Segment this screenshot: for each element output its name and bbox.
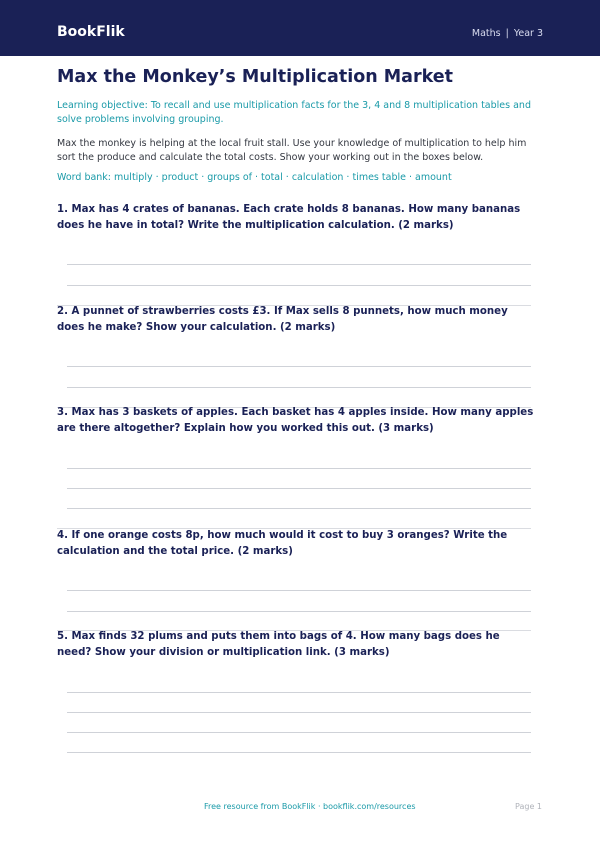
answer-line[interactable]: [67, 732, 531, 733]
answer-line[interactable]: [67, 366, 531, 367]
answer-line[interactable]: [67, 264, 531, 265]
answer-line[interactable]: [67, 611, 531, 612]
intro-text: Max the monkey is helping at the local fruit stall. Use your knowledge of multiplication to help him sort the produce and calculate the total costs. Show your working out in the boxes below.: [57, 138, 527, 163]
answer-line[interactable]: [67, 712, 531, 713]
page-title: Max the Monkey’s Multiplication Market: [57, 67, 454, 87]
answer-line[interactable]: [67, 387, 531, 388]
question-3: 3. Max has 3 baskets of apples. Each basket has 4 apples inside. How many apples are there altogether? Explain how you worked this out. (3 marks): [57, 407, 534, 434]
question-2: 2. A punnet of strawberries costs £3. If Max sells 8 punnets, how much money does he make? Show your calculation. (2 marks): [57, 306, 508, 333]
header-meta: [472, 27, 543, 41]
answer-line[interactable]: [67, 285, 531, 286]
subject-label: Maths: [471, 28, 501, 39]
word-bank: Word bank: multiply · product · groups of · total · calculation · times table · amount: [57, 172, 452, 183]
answer-line[interactable]: [67, 488, 531, 489]
brand-logo[interactable]: BookFlik: [57, 24, 125, 40]
question-4: 4. If one orange costs 8p, how much would it cost to buy 3 oranges? Write the calculation and the total price. (2 marks): [57, 530, 508, 557]
answer-line[interactable]: [67, 692, 531, 693]
footer-link[interactable]: Free resource from BookFlik · bookflik.com/resources: [204, 802, 416, 811]
question-5: 5. Max finds 32 plums and puts them into bags of 4. How many bags does he need? Show your division or multiplication link. (3 marks): [57, 631, 500, 658]
answer-line[interactable]: [67, 508, 531, 509]
header-bar: [0, 0, 600, 56]
answer-line[interactable]: [67, 752, 531, 753]
header-separator: |: [505, 28, 509, 39]
answer-line[interactable]: [67, 468, 531, 469]
question-1: 1. Max has 4 crates of bananas. Each crate holds 8 bananas. How many bananas does he have in total? Write the multiplication calculation. (2 marks): [57, 204, 521, 231]
answer-line[interactable]: [67, 590, 531, 591]
year-label: Year 3: [513, 28, 543, 39]
learning-objective: Learning objective: To recall and use multiplication facts for the 3, 4 and 8 multiplication tables and solve problems involving grouping.: [57, 100, 531, 125]
page-number: Page 1: [515, 802, 542, 811]
